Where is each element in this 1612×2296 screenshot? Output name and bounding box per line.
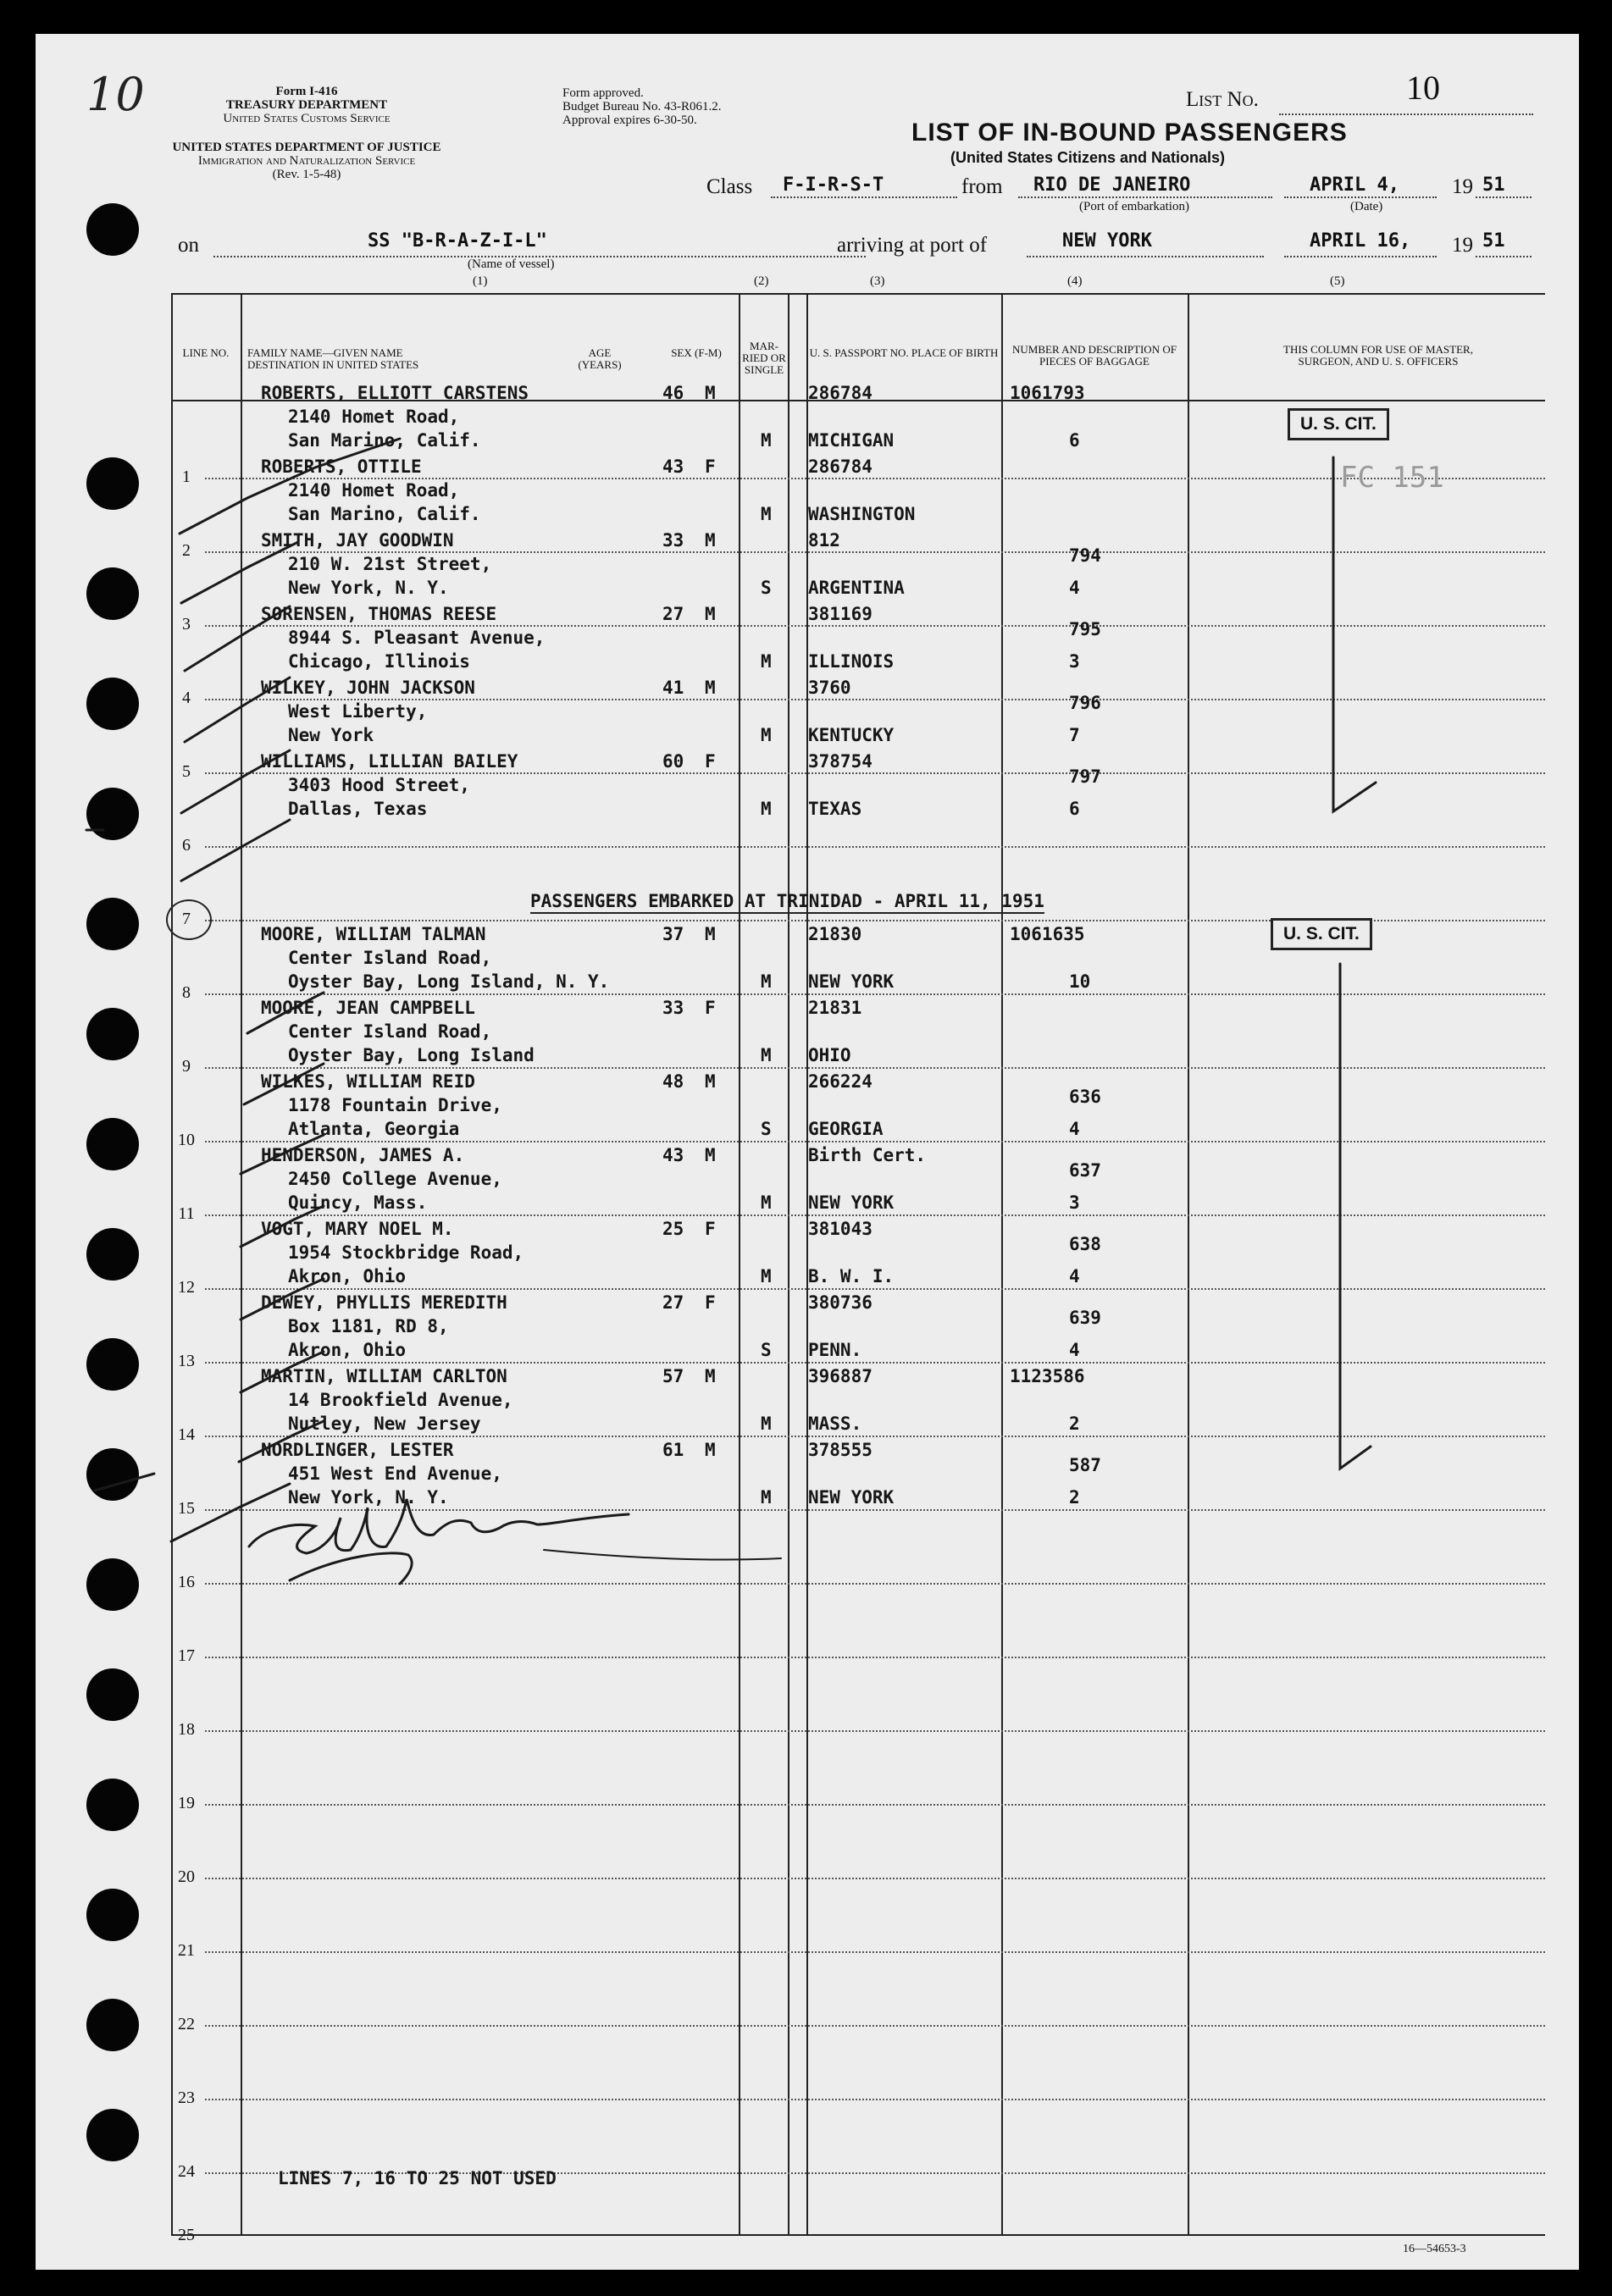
page-title: LIST OF IN-BOUND PASSENGERS bbox=[911, 119, 1348, 147]
vessel-caption: (Name of vessel) bbox=[468, 257, 555, 271]
check-mark bbox=[185, 678, 290, 742]
baggage-pieces: 4 bbox=[1069, 578, 1080, 598]
line-number: 1 bbox=[182, 467, 191, 486]
embark-date-value: APRIL 4, bbox=[1310, 174, 1399, 196]
passenger-name: MOORE, WILLIAM TALMAN bbox=[261, 924, 486, 944]
check-mark bbox=[247, 993, 324, 1033]
passenger-sex: M bbox=[705, 1071, 716, 1092]
baggage-number: 797 bbox=[1069, 766, 1101, 787]
arrival-port-value: NEW YORK bbox=[1062, 230, 1152, 252]
passenger-address: West Liberty, bbox=[288, 701, 428, 722]
passenger-name: NORDLINGER, LESTER bbox=[261, 1440, 454, 1460]
line-number: 11 bbox=[178, 1204, 195, 1223]
passenger-marital: M bbox=[761, 1266, 772, 1286]
passenger-marital: M bbox=[761, 725, 772, 745]
faint-mark: FC 151 bbox=[1340, 461, 1444, 495]
check-mark bbox=[241, 1352, 324, 1392]
arrival-date-value: APRIL 16, bbox=[1310, 230, 1411, 252]
ins-service: Immigration and Naturalization Service bbox=[197, 154, 416, 168]
colnum-3: (3) bbox=[870, 274, 885, 288]
passenger-name: MOORE, JEAN CAMPBELL bbox=[261, 998, 475, 1018]
line-number: 4 bbox=[182, 689, 191, 707]
check-mark bbox=[239, 1421, 324, 1462]
vessel-name: SS "B-R-A-Z-I-L" bbox=[368, 230, 547, 252]
passenger-name: SMITH, JAY GOODWIN bbox=[261, 530, 454, 550]
baggage-number: 796 bbox=[1069, 693, 1101, 713]
passenger-sex: M bbox=[705, 924, 716, 944]
baggage-number: 1123586 bbox=[1010, 1366, 1085, 1386]
from-label: from bbox=[961, 175, 1003, 198]
customs-service: United States Customs Service bbox=[223, 112, 391, 125]
baggage-number: 639 bbox=[1069, 1308, 1101, 1328]
line-number: 19 bbox=[178, 1794, 195, 1812]
passenger-sex: F bbox=[705, 998, 716, 1018]
baggage-pieces: 7 bbox=[1069, 725, 1080, 745]
baggage-number: 795 bbox=[1069, 619, 1101, 639]
line-number: 23 bbox=[178, 2089, 195, 2107]
col-header-sex: SEX (F-M) bbox=[671, 346, 722, 359]
passenger-name: ROBERTS, ELLIOTT CARSTENS bbox=[261, 383, 529, 403]
check-mark bbox=[180, 439, 400, 534]
passenger-city: San Marino, Calif. bbox=[288, 430, 481, 451]
baggage-number: 638 bbox=[1069, 1234, 1101, 1254]
signature bbox=[249, 1499, 629, 1553]
passenger-city: Chicago, Illinois bbox=[288, 651, 470, 672]
baggage-pieces: 4 bbox=[1069, 1266, 1080, 1286]
page-subtitle: (United States Citizens and Nationals) bbox=[950, 149, 1226, 166]
passenger-marital: M bbox=[761, 1487, 772, 1508]
baggage-number: 1061793 bbox=[1010, 383, 1085, 403]
birth-place: KENTUCKY bbox=[808, 725, 895, 745]
passenger-address: 14 Brookfield Avenue, bbox=[288, 1390, 513, 1410]
birth-place: WASHINGTON bbox=[808, 504, 916, 524]
signature bbox=[290, 1553, 412, 1584]
trinidad-note: PASSENGERS EMBARKED AT TRINIDAD - APRIL 11, 1951 bbox=[530, 891, 1044, 914]
passenger-address: 2450 College Avenue, bbox=[288, 1169, 502, 1189]
passport-number: 266224 bbox=[808, 1071, 872, 1092]
passport-number: 380736 bbox=[808, 1292, 872, 1313]
port-embark-caption: (Port of embarkation) bbox=[1079, 200, 1189, 213]
passport-number: 286784 bbox=[808, 383, 872, 403]
passport-number: 21831 bbox=[808, 998, 862, 1018]
class-value: F-I-R-S-T bbox=[783, 174, 884, 196]
arriving-label: arriving at port of bbox=[837, 234, 988, 257]
form-number: Form I-416 bbox=[275, 85, 338, 98]
birth-place: NEW YORK bbox=[808, 971, 895, 992]
line-number: 15 bbox=[178, 1499, 195, 1518]
line-number: 10 bbox=[178, 1131, 195, 1149]
baggage-pieces: 6 bbox=[1069, 430, 1080, 451]
line-number: 24 bbox=[178, 2162, 195, 2181]
birth-place: ILLINOIS bbox=[808, 651, 895, 672]
passport-number: Birth Cert. bbox=[808, 1145, 927, 1165]
col-header-married: MAR-RIED OR SINGLE bbox=[742, 340, 786, 376]
passenger-age: 46 bbox=[662, 383, 684, 403]
list-no-label: List No. bbox=[1186, 88, 1259, 111]
line-number: 9 bbox=[182, 1057, 191, 1076]
passenger-city: Atlanta, Georgia bbox=[288, 1119, 460, 1139]
passenger-city: New York, N. Y. bbox=[288, 578, 449, 598]
approval-line-3: Approval expires 6-30-50. bbox=[562, 113, 697, 127]
line-number: 18 bbox=[178, 1720, 195, 1739]
passport-number: 3760 bbox=[808, 678, 851, 698]
passenger-age: 33 bbox=[662, 998, 684, 1018]
passenger-marital: S bbox=[761, 578, 772, 598]
year-prefix: 19 bbox=[1452, 175, 1473, 198]
passport-number: 378754 bbox=[808, 751, 872, 772]
passenger-address: 2140 Homet Road, bbox=[288, 480, 460, 501]
bracket-line bbox=[1333, 457, 1376, 811]
passenger-sex: M bbox=[705, 383, 716, 403]
birth-place: TEXAS bbox=[808, 799, 862, 819]
form-code: 16—54653-3 bbox=[1403, 2243, 1466, 2255]
col-header-line: LINE NO. bbox=[182, 346, 230, 359]
passenger-address: Center Island Road, bbox=[288, 1021, 492, 1042]
passenger-address: 210 W. 21st Street, bbox=[288, 554, 492, 574]
footer-note: LINES 7, 16 TO 25 NOT USED bbox=[278, 2168, 557, 2188]
passport-number: 381169 bbox=[808, 604, 872, 624]
line-number: 25 bbox=[178, 2226, 195, 2244]
line-number: 17 bbox=[178, 1646, 195, 1665]
passenger-name: SORENSEN, THOMAS REESE bbox=[261, 604, 497, 624]
passenger-sex: M bbox=[705, 678, 716, 698]
birth-place: NEW YORK bbox=[808, 1487, 895, 1508]
passenger-name: HENDERSON, JAMES A. bbox=[261, 1145, 465, 1165]
passenger-city: Quincy, Mass. bbox=[288, 1192, 428, 1213]
passenger-address: 2140 Homet Road, bbox=[288, 407, 460, 427]
on-label: on bbox=[178, 234, 199, 257]
line-number: 21 bbox=[178, 1941, 195, 1960]
passport-number: 286784 bbox=[808, 456, 872, 477]
year-prefix-2: 19 bbox=[1452, 234, 1473, 257]
approval-line-2: Budget Bureau No. 43-R061.2. bbox=[562, 100, 722, 113]
baggage-pieces: 2 bbox=[1069, 1414, 1080, 1434]
passenger-sex: M bbox=[705, 530, 716, 550]
passenger-address: 1954 Stockbridge Road, bbox=[288, 1242, 524, 1263]
passenger-city: San Marino, Calif. bbox=[288, 504, 481, 524]
check-mark bbox=[185, 606, 290, 671]
check-mark bbox=[181, 542, 298, 603]
bracket-line bbox=[1340, 964, 1371, 1469]
birth-place: PENN. bbox=[808, 1340, 862, 1360]
passenger-name: MARTIN, WILLIAM CARLTON bbox=[261, 1366, 507, 1386]
passenger-marital: M bbox=[761, 1045, 772, 1065]
colnum-1: (1) bbox=[473, 274, 488, 288]
passenger-name: DEWEY, PHYLLIS MEREDITH bbox=[261, 1292, 507, 1313]
dash-mark bbox=[95, 1474, 154, 1491]
port-embark-value: RIO DE JANEIRO bbox=[1033, 174, 1191, 196]
baggage-pieces: 3 bbox=[1069, 651, 1080, 672]
passenger-city: Dallas, Texas bbox=[288, 799, 428, 819]
baggage-number: 636 bbox=[1069, 1087, 1101, 1107]
passenger-marital: M bbox=[761, 1192, 772, 1213]
line-number: 16 bbox=[178, 1573, 195, 1591]
passenger-age: 25 bbox=[662, 1219, 684, 1239]
colnum-2: (2) bbox=[754, 274, 769, 288]
line-number: 3 bbox=[182, 615, 191, 633]
passenger-address: Center Island Road, bbox=[288, 948, 492, 968]
passport-number: 21830 bbox=[808, 924, 862, 944]
passenger-sex: M bbox=[705, 1145, 716, 1165]
passenger-sex: M bbox=[705, 1440, 716, 1460]
passenger-sex: F bbox=[705, 456, 716, 477]
check-mark bbox=[241, 1135, 324, 1174]
line-number: 2 bbox=[182, 541, 191, 560]
col-header-baggage: NUMBER AND DESCRIPTION OF PIECES OF BAGGAGE bbox=[1012, 343, 1177, 368]
passenger-marital: S bbox=[761, 1119, 772, 1139]
passenger-age: 61 bbox=[662, 1440, 684, 1460]
line-number: 7 bbox=[182, 910, 191, 928]
passenger-address: 3403 Hood Street, bbox=[288, 775, 470, 795]
passenger-age: 60 bbox=[662, 751, 684, 772]
date-caption: (Date) bbox=[1350, 200, 1383, 213]
passenger-name: WILLIAMS, LILLIAN BAILEY bbox=[261, 751, 518, 772]
citizen-stamp: U. S. CIT. bbox=[1288, 408, 1389, 440]
line-number: 13 bbox=[178, 1352, 195, 1370]
baggage-pieces: 4 bbox=[1069, 1340, 1080, 1360]
check-mark bbox=[241, 1206, 324, 1247]
passenger-city: Oyster Bay, Long Island bbox=[288, 1045, 535, 1065]
baggage-number: 1061635 bbox=[1010, 924, 1085, 944]
birth-place: ARGENTINA bbox=[808, 578, 905, 598]
passenger-city: New York bbox=[288, 725, 374, 745]
approval-line-1: Form approved. bbox=[562, 86, 644, 100]
col-header-name: FAMILY NAME—GIVEN NAME DESTINATION IN UNITED STATES bbox=[247, 346, 419, 371]
passenger-name: ROBERTS, OTTILE bbox=[261, 456, 422, 477]
col-header-officers: THIS COLUMN FOR USE OF MASTER, SURGEON, AND U. S. OFFICERS bbox=[1283, 343, 1473, 368]
birth-place: MICHIGAN bbox=[808, 430, 895, 451]
passenger-marital: M bbox=[761, 504, 772, 524]
passport-number: 396887 bbox=[808, 1366, 872, 1386]
birth-place: OHIO bbox=[808, 1045, 851, 1065]
passenger-address: Box 1181, RD 8, bbox=[288, 1316, 449, 1336]
baggage-number: 587 bbox=[1069, 1455, 1101, 1475]
birth-place: GEORGIA bbox=[808, 1119, 884, 1139]
manifest-sheet bbox=[36, 34, 1579, 2270]
check-mark bbox=[244, 1064, 324, 1104]
passenger-age: 41 bbox=[662, 678, 684, 698]
passenger-address: 1178 Fountain Drive, bbox=[288, 1095, 502, 1115]
passenger-name: VOGT, MARY NOEL M. bbox=[261, 1219, 454, 1239]
baggage-pieces: 4 bbox=[1069, 1119, 1080, 1139]
line-number: 20 bbox=[178, 1867, 195, 1886]
signature-tail bbox=[544, 1550, 781, 1560]
passenger-sex: M bbox=[705, 604, 716, 624]
passenger-age: 37 bbox=[662, 924, 684, 944]
passenger-sex: M bbox=[705, 1366, 716, 1386]
line-number: 5 bbox=[182, 762, 191, 781]
line-number: 6 bbox=[182, 836, 191, 855]
passenger-sex: F bbox=[705, 751, 716, 772]
baggage-pieces: 2 bbox=[1069, 1487, 1080, 1508]
passenger-city: Nutley, New Jersey bbox=[288, 1414, 481, 1434]
baggage-number: 637 bbox=[1069, 1160, 1101, 1181]
col-header-age: AGE (YEARS) bbox=[578, 346, 622, 371]
passenger-age: 27 bbox=[662, 604, 684, 624]
passenger-marital: M bbox=[761, 430, 772, 451]
passenger-age: 48 bbox=[662, 1071, 684, 1092]
class-label: Class bbox=[706, 175, 753, 198]
treasury-dept: TREASURY DEPARTMENT bbox=[225, 98, 388, 112]
passenger-sex: F bbox=[705, 1219, 716, 1239]
check-mark bbox=[241, 1279, 324, 1320]
arrival-year-value: 51 bbox=[1482, 230, 1505, 252]
passenger-age: 43 bbox=[662, 1145, 684, 1165]
baggage-pieces: 10 bbox=[1069, 971, 1091, 992]
passenger-marital: M bbox=[761, 971, 772, 992]
passenger-city: Oyster Bay, Long Island, N. Y. bbox=[288, 971, 610, 992]
baggage-number: 794 bbox=[1069, 545, 1101, 566]
line-number: 14 bbox=[178, 1425, 195, 1444]
check-mark bbox=[171, 1484, 290, 1541]
passenger-address: 8944 S. Pleasant Avenue, bbox=[288, 628, 546, 648]
passport-number: 381043 bbox=[808, 1219, 872, 1239]
baggage-pieces: 6 bbox=[1069, 799, 1080, 819]
baggage-pieces: 3 bbox=[1069, 1192, 1080, 1213]
passenger-marital: S bbox=[761, 1340, 772, 1360]
passenger-marital: M bbox=[761, 799, 772, 819]
passenger-name: WILKEY, JOHN JACKSON bbox=[261, 678, 475, 698]
birth-place: B. W. I. bbox=[808, 1266, 895, 1286]
citizen-stamp: U. S. CIT. bbox=[1271, 918, 1372, 950]
passport-number: 812 bbox=[808, 530, 840, 550]
check-mark bbox=[181, 750, 290, 813]
list-no-value: 10 bbox=[1406, 69, 1440, 107]
passenger-city: Akron, Ohio bbox=[288, 1266, 407, 1286]
justice-dept: UNITED STATES DEPARTMENT OF JUSTICE bbox=[172, 141, 441, 154]
passenger-age: 33 bbox=[662, 530, 684, 550]
line-number: 8 bbox=[182, 983, 191, 1002]
passenger-age: 43 bbox=[662, 456, 684, 477]
passenger-name: WILKES, WILLIAM REID bbox=[261, 1071, 475, 1092]
passenger-marital: M bbox=[761, 1414, 772, 1434]
birth-place: NEW YORK bbox=[808, 1192, 895, 1213]
passenger-address: 451 West End Avenue, bbox=[288, 1463, 502, 1484]
colnum-5: (5) bbox=[1330, 274, 1345, 288]
passport-number: 378555 bbox=[808, 1440, 872, 1460]
revision: (Rev. 1-5-48) bbox=[272, 168, 341, 181]
check-mark bbox=[181, 820, 290, 881]
embark-year-value: 51 bbox=[1482, 174, 1505, 196]
passenger-city: Akron, Ohio bbox=[288, 1340, 407, 1360]
colnum-4: (4) bbox=[1067, 274, 1083, 288]
margin-note: 10 bbox=[86, 68, 145, 121]
passenger-city: New York, N. Y. bbox=[288, 1487, 449, 1508]
passenger-age: 57 bbox=[662, 1366, 684, 1386]
ink-marks bbox=[36, 34, 1579, 2270]
line-number: 22 bbox=[178, 2015, 195, 2033]
passenger-age: 27 bbox=[662, 1292, 684, 1313]
passenger-sex: F bbox=[705, 1292, 716, 1313]
line-number: 12 bbox=[178, 1278, 195, 1297]
col-header-passport: U. S. PASSPORT NO. PLACE OF BIRTH bbox=[809, 346, 999, 359]
passenger-marital: M bbox=[761, 651, 772, 672]
birth-place: MASS. bbox=[808, 1414, 862, 1434]
